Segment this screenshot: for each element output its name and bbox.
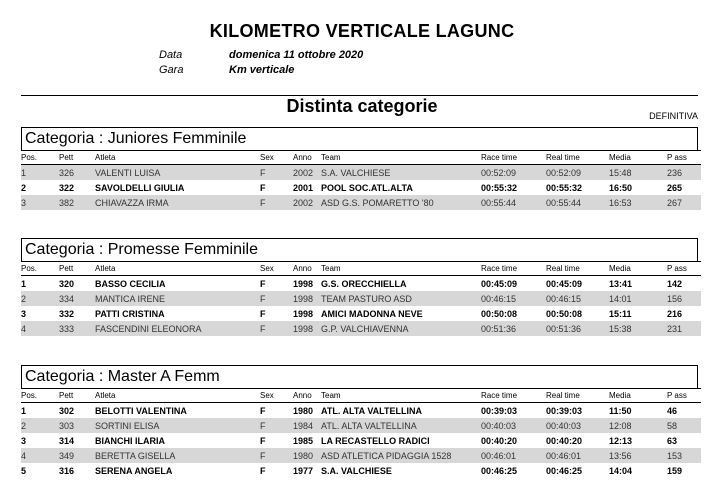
cell-bib: 314	[59, 435, 75, 446]
cell-pos: 2	[21, 182, 27, 193]
cell-pos: 1	[21, 278, 27, 289]
cell-pass: 58	[667, 418, 701, 433]
cell-real-time: 00:39:03	[546, 405, 583, 416]
cell-bib: 332	[59, 308, 75, 319]
cell-team: ASD G.S. POMARETTO '80	[321, 195, 481, 210]
cell-athlete: BERETTA GISELLA	[95, 448, 257, 463]
cell-bib: 326	[59, 165, 95, 181]
cell-race-time: 00:46:25	[481, 465, 518, 476]
column-header-pace: Media	[609, 262, 667, 276]
cell-year: 1984	[293, 418, 321, 433]
race-label: Gara	[159, 64, 184, 76]
date-line	[159, 49, 363, 61]
category-title: Categoria : Master A Femm	[21, 365, 698, 388]
cell-team: LA RECASTELLO RADICI	[321, 435, 430, 446]
cell-sex: F	[257, 321, 293, 336]
cell-pos: 2	[21, 291, 59, 306]
cell-pace: 16:53	[609, 195, 667, 210]
table-header-row	[21, 389, 701, 403]
cell-pass: 231	[667, 321, 701, 336]
cell-real-time: 00:55:32	[546, 182, 583, 193]
cell-athlete: CHIAVAZZA IRMA	[95, 195, 257, 210]
cell-year: 1998	[293, 308, 314, 319]
table-row	[21, 403, 701, 419]
column-header-race-time: Race time	[481, 389, 546, 403]
cell-real-time: 00:46:25	[546, 465, 583, 476]
cell-pace: 11:50	[609, 405, 632, 416]
cell-year: 1980	[293, 448, 321, 463]
cell-pace: 13:56	[609, 448, 667, 463]
cell-race-time: 00:55:32	[481, 182, 518, 193]
column-header-athlete: Atleta	[95, 389, 257, 403]
table-header-row	[21, 262, 701, 276]
cell-athlete: MANTICA IRENE	[95, 291, 257, 306]
column-header-race-time: Race time	[481, 151, 546, 165]
cell-bib: 303	[59, 418, 95, 433]
cell-team: TEAM PASTURO ASD	[321, 291, 481, 306]
table-row	[21, 433, 701, 448]
category-section	[21, 127, 698, 210]
cell-team: ATL. ALTA VALTELLINA	[321, 405, 422, 416]
column-header-real-time: Real time	[546, 262, 609, 276]
cell-bib: 334	[59, 291, 95, 306]
cell-pace: 14:04	[609, 465, 633, 476]
category-title: Categoria : Promesse Femminile	[21, 238, 698, 261]
cell-pace: 12:13	[609, 435, 633, 446]
cell-team: G.P. VALCHIAVENNA	[321, 321, 481, 336]
date-value: domenica 11 ottobre 2020	[229, 49, 364, 61]
cell-pos: 4	[21, 321, 59, 336]
cell-year: 1998	[293, 321, 321, 336]
cell-sex: F	[257, 165, 293, 181]
column-header-pass: P ass	[667, 151, 701, 165]
cell-real-time: 00:40:03	[546, 418, 609, 433]
section-title: Distinta categorie	[286, 96, 438, 116]
table-row	[21, 418, 701, 433]
cell-athlete: BASSO CECILIA	[95, 278, 166, 289]
column-header-year: Anno	[293, 151, 321, 165]
cell-bib: 349	[59, 448, 95, 463]
cell-real-time: 00:55:44	[546, 195, 609, 210]
cell-athlete: BIANCHI ILARIA	[95, 435, 165, 446]
column-header-team: Team	[321, 151, 481, 165]
cell-pos: 3	[21, 435, 27, 446]
table-row	[21, 291, 701, 306]
cell-pos: 5	[21, 465, 27, 476]
cell-bib: 333	[59, 321, 95, 336]
column-header-pace: Media	[609, 389, 667, 403]
cell-team: G.S. ORECCHIELLA	[321, 278, 407, 289]
cell-pace: 12:08	[609, 418, 667, 433]
cell-pace: 14:01	[609, 291, 667, 306]
cell-pass: 216	[667, 308, 683, 319]
cell-year: 2002	[293, 195, 321, 210]
cell-sex: F	[257, 448, 293, 463]
column-header-year: Anno	[293, 389, 321, 403]
cell-year: 1977	[293, 465, 314, 476]
cell-year: 1985	[293, 435, 314, 446]
column-header-team: Team	[321, 389, 481, 403]
cell-real-time: 00:46:01	[546, 448, 609, 463]
cell-bib: 302	[59, 405, 75, 416]
cell-race-time: 00:40:20	[481, 435, 518, 446]
cell-race-time: 00:46:15	[481, 291, 546, 306]
results-table	[21, 388, 701, 478]
column-header-sex: Sex	[257, 151, 293, 165]
cell-pass: 156	[667, 291, 701, 306]
cell-pos: 4	[21, 448, 59, 463]
table-row	[21, 180, 701, 195]
cell-pass: 46	[667, 405, 678, 416]
cell-real-time: 00:46:15	[546, 291, 609, 306]
cell-sex: F	[260, 308, 266, 319]
table-row	[21, 463, 701, 478]
cell-bib: 316	[59, 465, 75, 476]
cell-athlete: SORTINI ELISA	[95, 418, 257, 433]
cell-sex: F	[257, 195, 293, 210]
cell-athlete: FASCENDINI ELEONORA	[95, 321, 257, 336]
cell-pass: 267	[667, 195, 701, 210]
cell-pos: 3	[21, 195, 59, 210]
cell-pass: 142	[667, 278, 683, 289]
cell-pass: 153	[667, 448, 701, 463]
cell-pos: 1	[21, 165, 59, 181]
column-header-pace: Media	[609, 151, 667, 165]
cell-pass: 265	[667, 182, 683, 193]
table-row	[21, 321, 701, 336]
cell-pace: 15:11	[609, 308, 632, 319]
table-row	[21, 306, 701, 321]
column-header-bib: Pett	[59, 151, 95, 165]
cell-race-time: 00:39:03	[481, 405, 518, 416]
cell-pace: 13:41	[609, 278, 633, 289]
cell-race-time: 00:55:44	[481, 195, 546, 210]
cell-pace: 15:48	[609, 165, 667, 181]
cell-real-time: 00:51:36	[546, 321, 609, 336]
cell-sex: F	[260, 278, 266, 289]
cell-athlete: VALENTI LUISA	[95, 165, 257, 181]
cell-real-time: 00:52:09	[546, 165, 609, 181]
cell-year: 2002	[293, 165, 321, 181]
cell-athlete: PATTI CRISTINA	[95, 308, 165, 319]
cell-race-time: 00:45:09	[481, 278, 518, 289]
cell-year: 2001	[293, 182, 314, 193]
cell-race-time: 00:51:36	[481, 321, 546, 336]
cell-real-time: 00:45:09	[546, 278, 583, 289]
column-header-pos: Pos.	[21, 151, 59, 165]
status-label: DEFINITIVA	[649, 111, 698, 121]
cell-sex: F	[260, 405, 266, 416]
category-title: Categoria : Juniores Femminile	[21, 127, 698, 150]
column-header-bib: Pett	[59, 389, 95, 403]
cell-sex: F	[257, 418, 293, 433]
cell-year: 1998	[293, 291, 321, 306]
column-header-pass: P ass	[667, 262, 701, 276]
race-value: Km verticale	[229, 64, 295, 76]
cell-real-time: 00:50:08	[546, 308, 583, 319]
cell-team: POOL SOC.ATL.ALTA	[321, 182, 413, 193]
results-table	[21, 150, 701, 210]
cell-bib: 322	[59, 182, 75, 193]
column-header-athlete: Atleta	[95, 262, 257, 276]
results-table	[21, 261, 701, 336]
column-header-year: Anno	[293, 262, 321, 276]
cell-pass: 236	[667, 165, 701, 181]
cell-sex: F	[260, 182, 266, 193]
table-row	[21, 276, 701, 292]
cell-race-time: 00:52:09	[481, 165, 546, 181]
table-row	[21, 165, 701, 181]
cell-team: S.A. VALCHIESE	[321, 465, 392, 476]
race-line	[159, 64, 294, 76]
column-header-real-time: Real time	[546, 151, 609, 165]
cell-pass: 159	[667, 465, 683, 476]
cell-pos: 2	[21, 418, 59, 433]
cell-sex: F	[260, 435, 266, 446]
column-header-sex: Sex	[257, 389, 293, 403]
cell-team: S.A. VALCHIESE	[321, 165, 481, 181]
column-header-sex: Sex	[257, 262, 293, 276]
cell-year: 1980	[293, 405, 314, 416]
cell-athlete: BELOTTI VALENTINA	[95, 405, 187, 416]
table-header-row	[21, 151, 701, 165]
cell-pace: 16:50	[609, 182, 633, 193]
cell-sex: F	[260, 465, 266, 476]
column-header-pass: P ass	[667, 389, 701, 403]
cell-race-time: 00:40:03	[481, 418, 546, 433]
column-header-pos: Pos.	[21, 389, 59, 403]
table-row	[21, 448, 701, 463]
cell-pos: 3	[21, 308, 27, 319]
cell-race-time: 00:46:01	[481, 448, 546, 463]
date-label: Data	[159, 49, 183, 61]
cell-team: ASD ATLETICA PIDAGGIA 1528	[321, 448, 481, 463]
cell-pass: 63	[667, 435, 678, 446]
cell-bib: 382	[59, 195, 95, 210]
cell-athlete: SAVOLDELLI GIULIA	[95, 182, 185, 193]
cell-bib: 320	[59, 278, 75, 289]
table-row	[21, 195, 701, 210]
column-header-real-time: Real time	[546, 389, 609, 403]
column-header-team: Team	[321, 262, 481, 276]
column-header-bib: Pett	[59, 262, 95, 276]
cell-pace: 15:38	[609, 321, 667, 336]
column-header-athlete: Atleta	[95, 151, 257, 165]
category-section	[21, 238, 698, 336]
cell-pos: 1	[21, 405, 27, 416]
cell-year: 1998	[293, 278, 314, 289]
cell-real-time: 00:40:20	[546, 435, 583, 446]
cell-sex: F	[257, 291, 293, 306]
event-title: KILOMETRO VERTICALE LAGUNC	[209, 21, 515, 41]
cell-athlete: SERENA ANGELA	[95, 465, 173, 476]
column-header-pos: Pos.	[21, 262, 59, 276]
cell-race-time: 00:50:08	[481, 308, 518, 319]
column-header-race-time: Race time	[481, 262, 546, 276]
category-section	[21, 365, 698, 478]
cell-team: ATL. ALTA VALTELLINA	[321, 418, 481, 433]
cell-team: AMICI MADONNA NEVE	[321, 308, 423, 319]
